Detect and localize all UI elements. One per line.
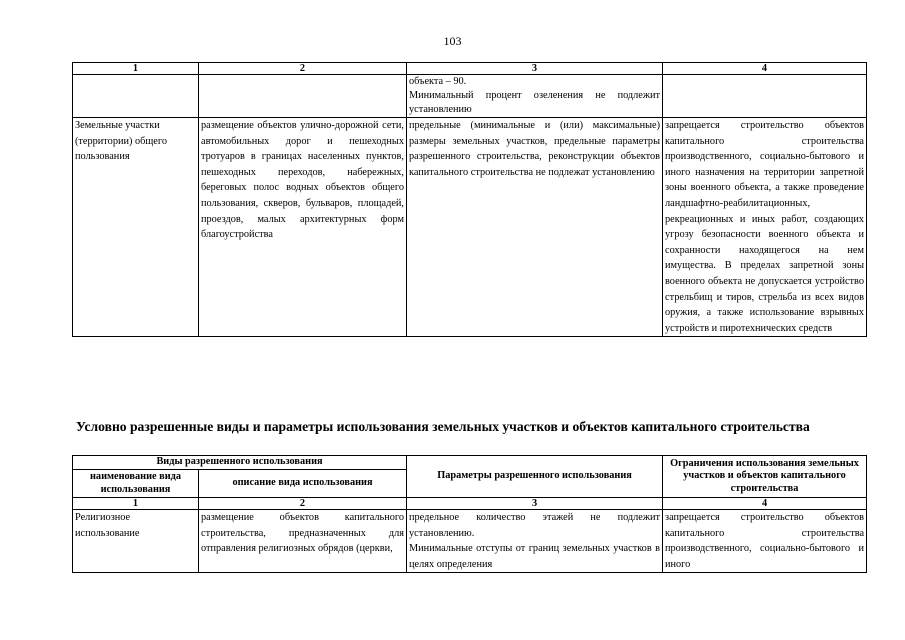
params-line: Минимальные отступы от границ земельных участков в целях определения [409, 543, 661, 570]
section-title: Условно разрешенные виды и параметры использования земельных участков и объектов капитального строительства [76, 419, 810, 434]
header-params-cell: Параметры разрешенного использования [407, 456, 663, 498]
params-line: Минимальный процент озеленения не подлежит установлению [409, 90, 660, 115]
params-cell [407, 75, 663, 118]
params-line: предельное количество этажей не подлежит установлению. [409, 512, 661, 539]
page-number: 103 [443, 34, 462, 48]
column-number: 1 [73, 63, 199, 75]
use-description-cell: размещение объектов улично-дорожной сети, автомобильных дорог и пешеходных тротуаров в границах населенных пунктов, пешеходных переходов, набережных, береговых полос водных объектов общего пользования, скверов, бульваров, площадей, проездов, малых архитектурных форм благоустройства [199, 118, 407, 337]
table-row [73, 510, 867, 573]
empty-cell [73, 75, 199, 118]
header-group-cell: Виды разрешенного использования [73, 456, 407, 470]
empty-cell [663, 75, 867, 118]
use-name-cell: Земельные участки (территории) общего пользования [73, 118, 199, 337]
column-number: 1 [73, 498, 199, 510]
use-restrictions-cell: запрещается строительство объектов капитального строительства производственного, социально-бытового и иного [663, 510, 867, 573]
permitted-uses-table-continued [72, 62, 867, 337]
params-line: объекта – 90. [409, 76, 467, 87]
header-name-cell: наименование вида использования [73, 470, 199, 498]
header-restrictions-cell: Ограничения использования земельных участков и объектов капитального строительства [663, 456, 867, 498]
use-params-cell [407, 510, 663, 573]
carry-over-row [73, 75, 867, 118]
column-number: 3 [407, 498, 663, 510]
use-params-cell: предельные (минимальные и (или) максимальные) размеры земельных участков, предельные параметры разрешенного строительства, реконструкции объектов капитального строительства не подлежат установлению [407, 118, 663, 337]
use-description-cell: размещение объектов капитального строительства, предназначенных для отправления религиозных обрядов (церкви, [199, 510, 407, 573]
column-number: 2 [199, 63, 407, 75]
table-row [73, 118, 867, 337]
column-number: 3 [407, 63, 663, 75]
empty-cell [199, 75, 407, 118]
conditional-uses-table [72, 455, 867, 573]
use-name-cell: Религиозное использование [73, 510, 199, 573]
column-number: 2 [199, 498, 407, 510]
use-restrictions-cell: запрещается строительство объектов капитального строительства производственного, социально-бытового и иного назначения на территории запретной зоны военного объекта, а также проведение ландшафтно-реабилитационных, рекреационных и иных работ, создающих угрозу безопасности военного объекта и сохранности находящегося на нем имущества. В пределах запретной зоны военного объекта не допускается устройство стрельбищ и тиров, стрельба из всех видов оружия, а также использование взрывных устройств и пиротехнических средств [663, 118, 867, 337]
header-description-cell: описание вида использования [199, 470, 407, 498]
column-number-row [73, 498, 867, 510]
column-number: 4 [663, 63, 867, 75]
column-number: 4 [663, 498, 867, 510]
header-row [73, 456, 867, 470]
column-number-row [73, 63, 867, 75]
